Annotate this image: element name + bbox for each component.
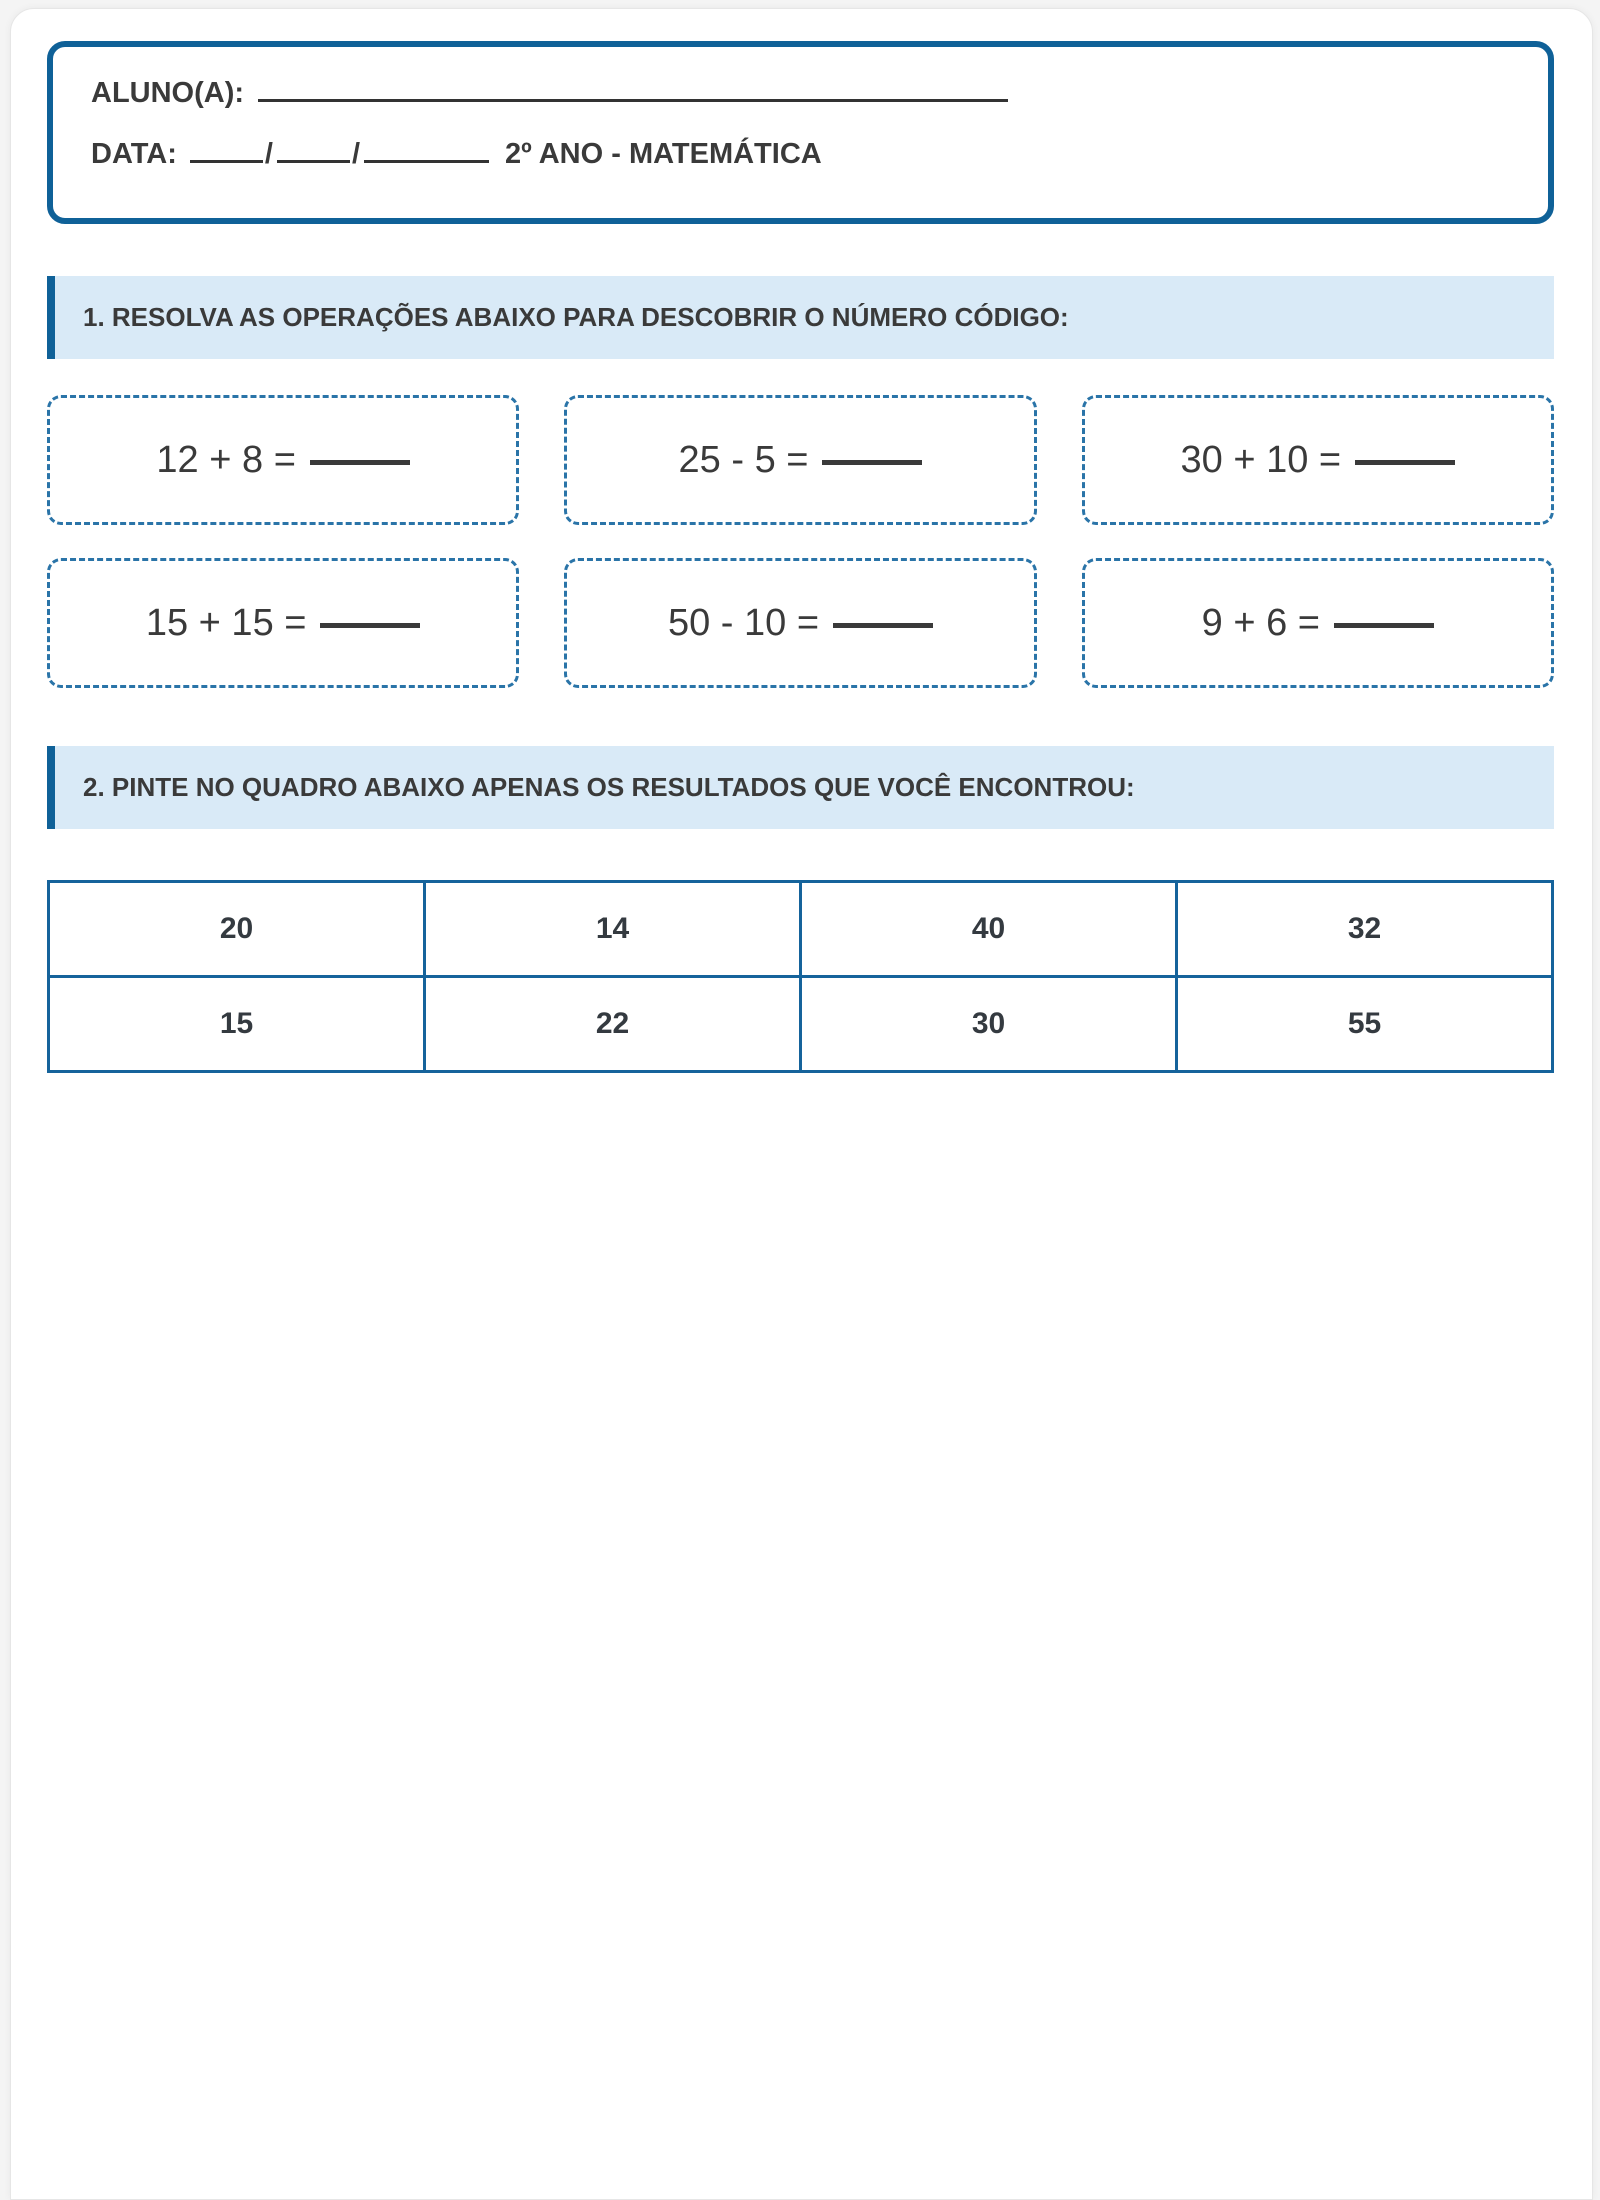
answer-blank: [822, 460, 922, 465]
operation-expression: 9 + 6 =: [1201, 601, 1320, 644]
operation-box: [564, 558, 1036, 688]
operation-expression: 15 + 15 =: [145, 601, 307, 644]
answer-blank: [1355, 460, 1455, 465]
date-row: [91, 134, 1548, 173]
result-cell: 55: [1177, 977, 1553, 1072]
answer-blank: [1334, 623, 1434, 628]
date-month-blank: [277, 134, 350, 163]
result-cell: 14: [425, 882, 801, 977]
date-separator: /: [264, 138, 273, 170]
operation-box: [564, 395, 1036, 525]
student-name-row: [91, 73, 1548, 112]
date-year-blank: [364, 134, 489, 163]
grade-subject-label: 2º ANO - MATEMÁTICA: [505, 138, 822, 170]
answer-blank: [833, 623, 933, 628]
result-cell: 30: [801, 977, 1177, 1072]
operations-grid: [47, 395, 1554, 688]
results-table: [47, 880, 1554, 1073]
operation-expression: 12 + 8 =: [156, 438, 296, 481]
result-cell: 22: [425, 977, 801, 1072]
worksheet-page: [10, 8, 1593, 2200]
table-row: [49, 977, 1553, 1072]
section-1-title: 1. RESOLVA AS OPERAÇÕES ABAIXO PARA DESCOBRIR O NÚMERO CÓDIGO:: [83, 302, 1069, 332]
result-cell: 20: [49, 882, 425, 977]
student-name-blank: [258, 73, 1008, 102]
answer-blank: [320, 623, 420, 628]
operation-expression: 25 - 5 =: [678, 438, 809, 481]
section-1-title-bar: [47, 276, 1554, 359]
date-day-blank: [190, 134, 263, 163]
result-cell: 15: [49, 977, 425, 1072]
result-cell: 32: [1177, 882, 1553, 977]
operation-expression: 30 + 10 =: [1180, 438, 1342, 481]
answer-blank: [310, 460, 410, 465]
operation-box: [1082, 558, 1554, 688]
date-label: DATA:: [91, 138, 177, 170]
worksheet-content: [11, 9, 1592, 1073]
student-info-box: [47, 41, 1554, 224]
student-name-label: ALUNO(A):: [91, 77, 245, 109]
table-row: [49, 882, 1553, 977]
date-separator: /: [351, 138, 361, 170]
result-cell: 40: [801, 882, 1177, 977]
operation-box: [47, 558, 519, 688]
section-2-title: 2. PINTE NO QUADRO ABAIXO APENAS OS RESULTADOS QUE VOCÊ ENCONTROU:: [83, 772, 1135, 802]
operation-box: [47, 395, 519, 525]
operation-expression: 50 - 10 =: [667, 601, 820, 644]
section-2-title-bar: [47, 746, 1554, 829]
operation-box: [1082, 395, 1554, 525]
